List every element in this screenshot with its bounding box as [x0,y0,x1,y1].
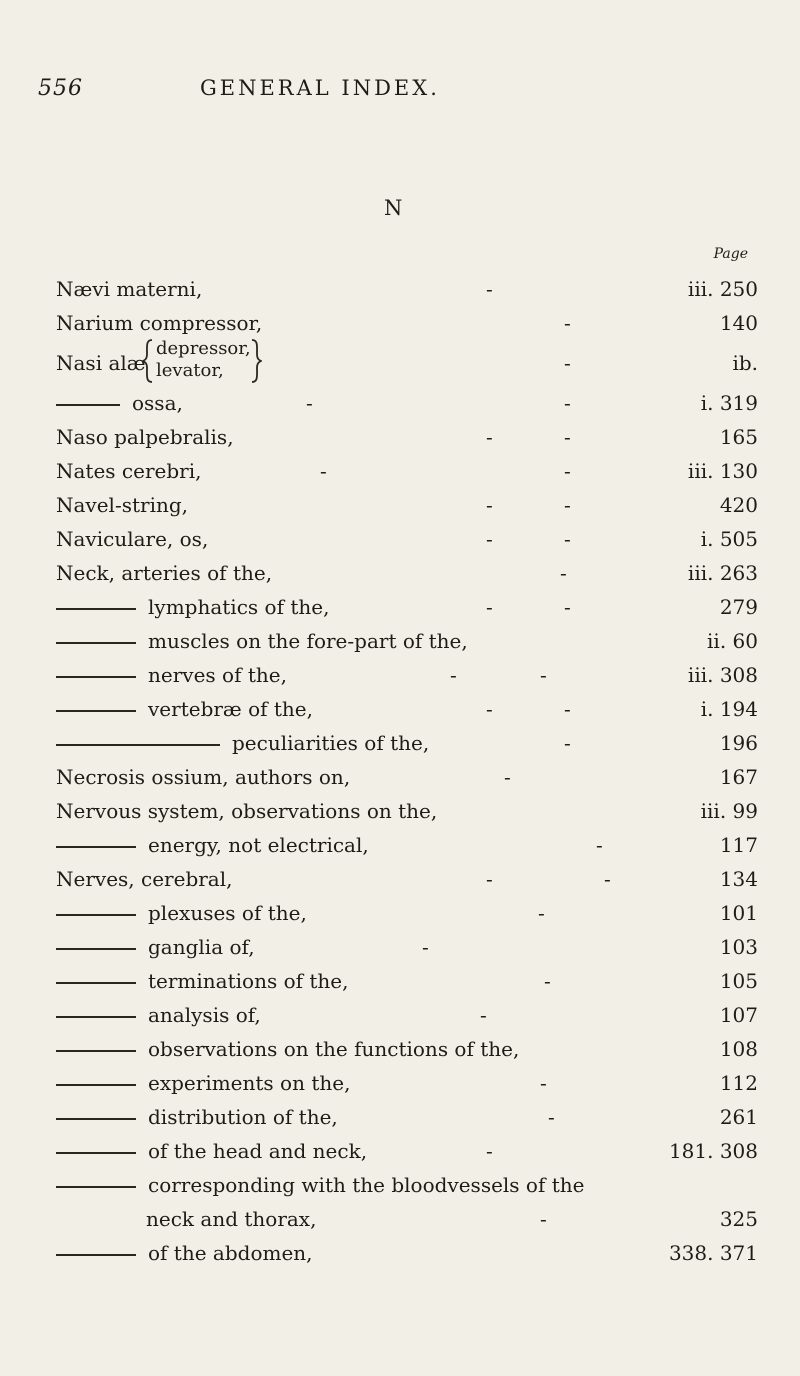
entry-separator: - [486,1139,493,1163]
entry-term: of the abdomen, [148,1241,313,1265]
entry-page-ref: 101 [719,901,758,925]
ditto-dash [56,1084,136,1086]
entry-term-wrap [56,828,369,862]
ditto-dash [56,608,136,610]
entry-term: terminations of the, [148,969,349,993]
entry-separator: - [564,527,571,551]
index-entry [56,760,776,794]
brace-sub-term: levator, [156,360,224,381]
index-entry [56,1100,776,1134]
index-entry [56,1202,776,1236]
entry-page-ref: iii. 130 [687,459,758,483]
entry-page-ref: 165 [719,425,758,449]
ditto-dash [56,710,136,712]
index-entry [56,930,776,964]
entry-term: Necrosis ossium, authors on, [56,765,351,789]
index-entry [56,692,776,726]
page-number: 556 [38,76,83,101]
index-entry [56,420,776,454]
entry-term-wrap [56,1066,350,1100]
entry-page-ref: 196 [719,731,758,755]
entry-term: energy, not electrical, [148,833,369,857]
entry-separator: - [564,351,571,375]
entry-term-wrap [56,692,313,726]
entry-term: of the head and neck, [148,1139,368,1163]
entry-term: Nasi alæ [56,351,146,375]
index-entry [56,1134,776,1168]
entry-page-ref: 261 [719,1105,758,1129]
index-entry [56,828,776,862]
entry-separator: - [604,867,611,891]
entry-term: Naso palpebralis, [56,425,234,449]
brace-sub-term: depressor, [156,338,251,359]
entry-term: Naviculare, os, [56,527,209,551]
index-entry [56,794,776,828]
entry-term-wrap [56,998,261,1032]
entry-page-ref: iii. 308 [687,663,758,687]
right-brace-icon [250,338,262,384]
entry-page-ref: 338. 371 [668,1241,758,1265]
entry-term: neck and thorax, [146,1207,317,1231]
entry-term: observations on the functions of the, [148,1037,520,1061]
entry-page-ref: i. 319 [700,391,758,415]
entry-term-wrap [56,1236,313,1270]
running-head: GENERAL INDEX. [200,76,440,100]
index-entry [56,590,776,624]
entry-term-wrap [56,930,255,964]
entry-term: vertebræ of the, [148,697,313,721]
entry-separator: - [450,663,457,687]
entry-term: ganglia of, [148,935,255,959]
entry-separator: - [486,277,493,301]
entry-page-ref: 105 [719,969,758,993]
index-entry [56,896,776,930]
entry-separator: - [486,867,493,891]
left-brace-icon [142,338,154,384]
entry-page-ref: ii. 60 [707,629,758,653]
entry-term-wrap [56,1168,584,1202]
entry-separator: - [544,969,551,993]
index-entry [56,556,776,590]
entry-term: Nævi materni, [56,277,203,301]
entry-separator: - [486,697,493,721]
entry-separator: - [564,391,571,415]
entry-term: ossa, [132,391,183,415]
entry-page-ref: i. 194 [700,697,758,721]
index-entry [56,658,776,692]
ditto-dash [56,404,120,406]
entry-separator: - [564,697,571,721]
index-entry [56,1066,776,1100]
entry-separator: - [306,391,313,415]
entry-page-ref: iii. 250 [687,277,758,301]
entry-page-ref: 112 [719,1071,758,1095]
entry-term-wrap [56,658,287,692]
entry-separator: - [564,459,571,483]
entry-page-ref: 108 [719,1037,758,1061]
entry-term-wrap [56,896,307,930]
entry-page-ref: 420 [719,493,758,517]
entry-separator: - [564,595,571,619]
entry-term: Narium compressor, [56,311,263,335]
entry-term-wrap [56,590,329,624]
section-letter: N [384,196,403,220]
ditto-dash [56,1152,136,1154]
entry-term-wrap [56,624,468,658]
index-entry [56,998,776,1032]
entry-separator: - [548,1105,555,1129]
entry-term-wrap [56,726,429,760]
entry-term: analysis of, [148,1003,261,1027]
entry-term-wrap [56,964,349,998]
index-entry [56,306,776,340]
index-entry [56,964,776,998]
entry-separator: - [564,311,571,335]
entry-separator: - [486,425,493,449]
entry-page-ref: 140 [719,311,758,335]
entry-term: Nates cerebri, [56,459,202,483]
entry-separator: - [504,765,511,789]
index-entry [56,272,776,306]
entry-separator: - [486,527,493,551]
entry-page-ref: i. 505 [700,527,758,551]
entry-term: distribution of the, [148,1105,338,1129]
entry-separator: - [540,1071,547,1095]
entry-page-ref: iii. 99 [700,799,758,823]
entry-term: Navel-string, [56,493,189,517]
entry-page-ref: 117 [719,833,758,857]
entry-term-wrap [56,1134,367,1168]
index-entry [56,1168,776,1202]
entry-separator: - [560,561,567,585]
entry-separator: - [564,731,571,755]
entry-page-ref: 107 [719,1003,758,1027]
ditto-dash [56,1050,136,1052]
entry-separator: - [564,493,571,517]
entry-page-ref: 279 [719,595,758,619]
entry-term: nerves of the, [148,663,287,687]
entry-separator: - [538,901,545,925]
index-entry [56,1236,776,1270]
entry-term: muscles on the fore-part of the, [148,629,468,653]
entry-page-ref: 325 [719,1207,758,1231]
entry-term-wrap [56,1100,338,1134]
ditto-dash [56,846,136,848]
entry-term: plexuses of the, [148,901,307,925]
entry-term: corresponding with the bloodvessels of the [148,1173,585,1197]
index-entry [56,488,776,522]
ditto-dash [56,1016,136,1018]
ditto-dash [56,676,136,678]
index-entry [56,522,776,556]
entry-separator: - [540,663,547,687]
entry-term: lymphatics of the, [148,595,330,619]
page-column-header: Page [713,246,748,262]
entry-separator: - [320,459,327,483]
entry-term-wrap [56,386,183,420]
ditto-dash [56,642,136,644]
ditto-dash [56,744,220,746]
entry-separator: - [540,1207,547,1231]
entry-term-wrap [56,1032,519,1066]
index-entry [56,862,776,896]
entry-page-ref: 181. 308 [668,1139,758,1163]
entry-page-ref: 103 [719,935,758,959]
index-entry [56,340,776,386]
index-entry [56,454,776,488]
entry-separator: - [564,425,571,449]
index-entry [56,726,776,760]
entry-term: Nervous system, observations on the, [56,799,438,823]
entry-separator: - [422,935,429,959]
entry-page-ref: ib. [732,351,758,375]
entry-page-ref: iii. 263 [687,561,758,585]
index-entry [56,386,776,420]
entry-separator: - [486,493,493,517]
ditto-dash [56,982,136,984]
entry-separator: - [486,595,493,619]
ditto-dash [56,1254,136,1256]
entry-separator: - [480,1003,487,1027]
entry-page-ref: 134 [719,867,758,891]
entry-term: Neck, arteries of the, [56,561,273,585]
entry-term: Nerves, cerebral, [56,867,233,891]
ditto-dash [56,948,136,950]
ditto-dash [56,914,136,916]
entry-page-ref: 167 [719,765,758,789]
entry-separator: - [596,833,603,857]
ditto-dash [56,1186,136,1188]
ditto-dash [56,1118,136,1120]
entry-term: experiments on the, [148,1071,351,1095]
entry-term: peculiarities of the, [232,731,430,755]
index-entry [56,624,776,658]
index-entry [56,1032,776,1066]
index-entries [56,272,776,1270]
